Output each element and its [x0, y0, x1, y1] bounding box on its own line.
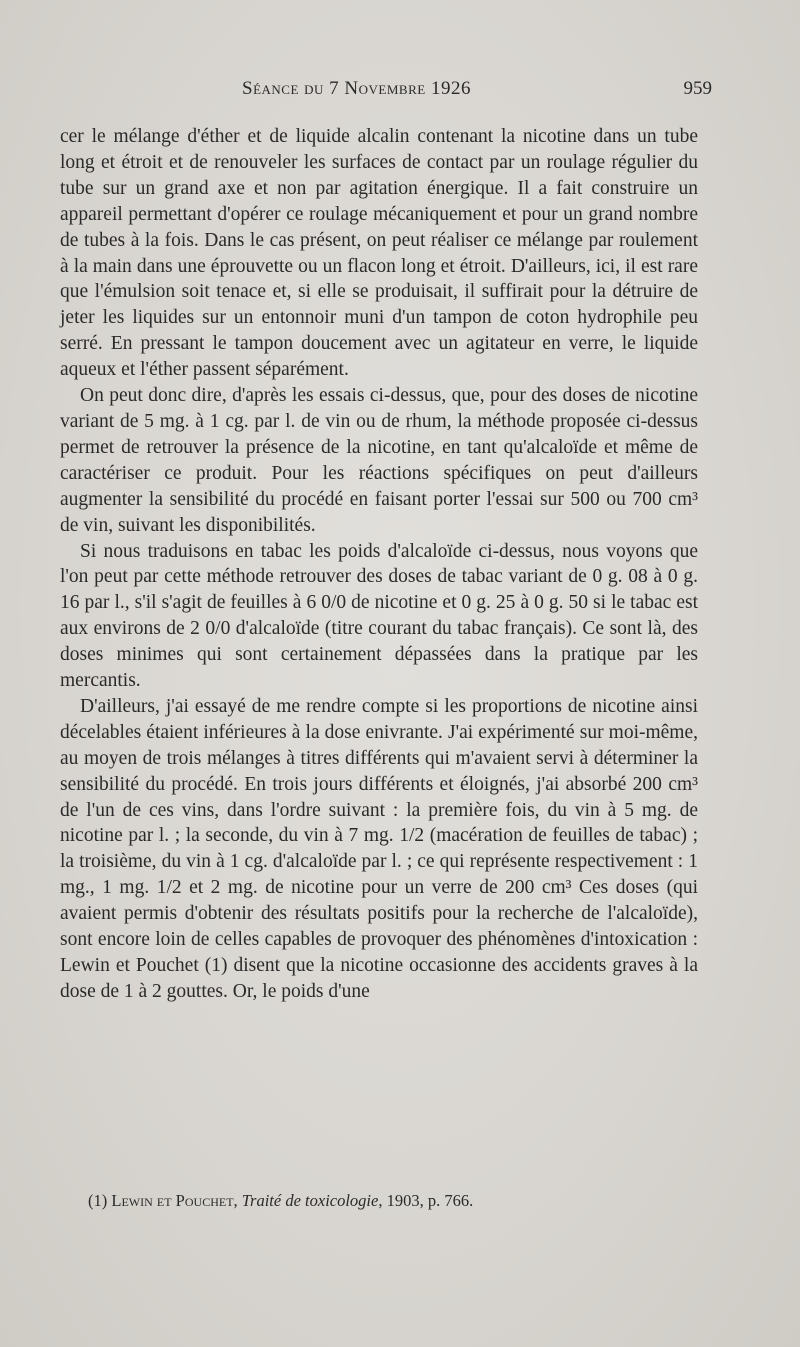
footnote-title: Traité de toxicologie	[241, 1191, 379, 1210]
paragraph: On peut donc dire, d'après les essais ci-dessus, que, pour des doses de nicotine variant de 5 mg. à 1 cg. par l. de vin ou de rhum, la méthode proposée ci-dessus permet de retrouver la présence de la nicotine, en tant qu'alcaloïde et même de caractériser ce produit. Pour les réactions spécifiques on peut d'ailleurs augmenter la sensibilité du procédé en faisant porter l'essai sur 500 ou 700 cm³ de vin, suivant les disponibilités.	[60, 385, 698, 536]
page-number: 959	[683, 78, 712, 99]
paragraph: D'ailleurs, j'ai essayé de me rendre compte si les proportions de nicotine ainsi décelables étaient inférieures à la dose enivrante. J'ai expérimenté sur moi-même, au moyen de trois mélanges à titres différents qui m'avaient servi à déterminer la sensibilité du procédé. En trois jours différents et éloignés, j'ai absorbé 200 cm³ de l'un de ces vins, dans l'ordre suivant : la première fois, du vin à 5 mg. de nicotine par l. ; la seconde, du vin à 7 mg. 1/2 (macération de feuilles de tabac) ; la troisième, du vin à 1 cg. d'alcaloïde par l. ; ce qui représente respectivement : 1 mg., 1 mg. 1/2 et 2 mg. de nicotine pour un verre de 200 cm³ Ces doses (qui avaient permis d'obtenir des résultats positifs pour la recherche de l'alcaloïde), sont encore loin de celles capables de provoquer des phénomènes d'intoxication : Lewin et Pouchet (1) disent que la nicotine occasionne des accidents graves à la dose de 1 à 2 gouttes. Or, le poids d'une	[60, 695, 698, 1002]
body-text	[60, 124, 698, 1005]
footnote-authors: Lewin et Pouchet,	[111, 1191, 242, 1210]
running-head	[60, 78, 710, 108]
footnote	[88, 1190, 698, 1212]
running-title: Séance du 7 Novembre 1926	[242, 78, 471, 99]
paragraph: Si nous traduisons en tabac les poids d'alcaloïde ci-dessus, nous voyons que l'on peut par cette méthode retrouver des doses de tabac variant de 0 g. 08 à 0 g. 16 par l., s'il s'agit de feuilles à 6 0/0 de nicotine et 0 g. 25 à 0 g. 50 si le tabac est aux environs de 2 0/0 d'alcaloïde (titre courant du tabac français). Ce sont là, des doses minimes qui sont certainement dépassées dans la pratique par les mercantis.	[60, 540, 698, 692]
paragraph-continuation: cer le mélange d'éther et de liquide alcalin contenant la nicotine dans un tube long et étroit et de renouveler les surfaces de contact par un roulage régulier du tube sur un grand axe et non par agitation énergique. Il a fait construire un appareil permettant d'opérer ce roulage mécaniquement et pour un grand nombre de tubes à la fois. Dans le cas présent, on peut réaliser ce mélange par roulement à la main dans une éprouvette ou un flacon long et étroit. D'ailleurs, ici, il est rare que l'émulsion soit tenace et, si elle se produisait, il suffirait pour la détruire de jeter les liquides sur un entonnoir muni d'un tampon de coton hydrophile peu serré. En pressant le tampon doucement avec un agitateur en verre, le liquide aqueux et l'éther passent séparément.	[60, 126, 698, 381]
footnote-reference: , 1903, p. 766.	[378, 1191, 474, 1210]
footnote-marker: (1)	[88, 1191, 112, 1210]
